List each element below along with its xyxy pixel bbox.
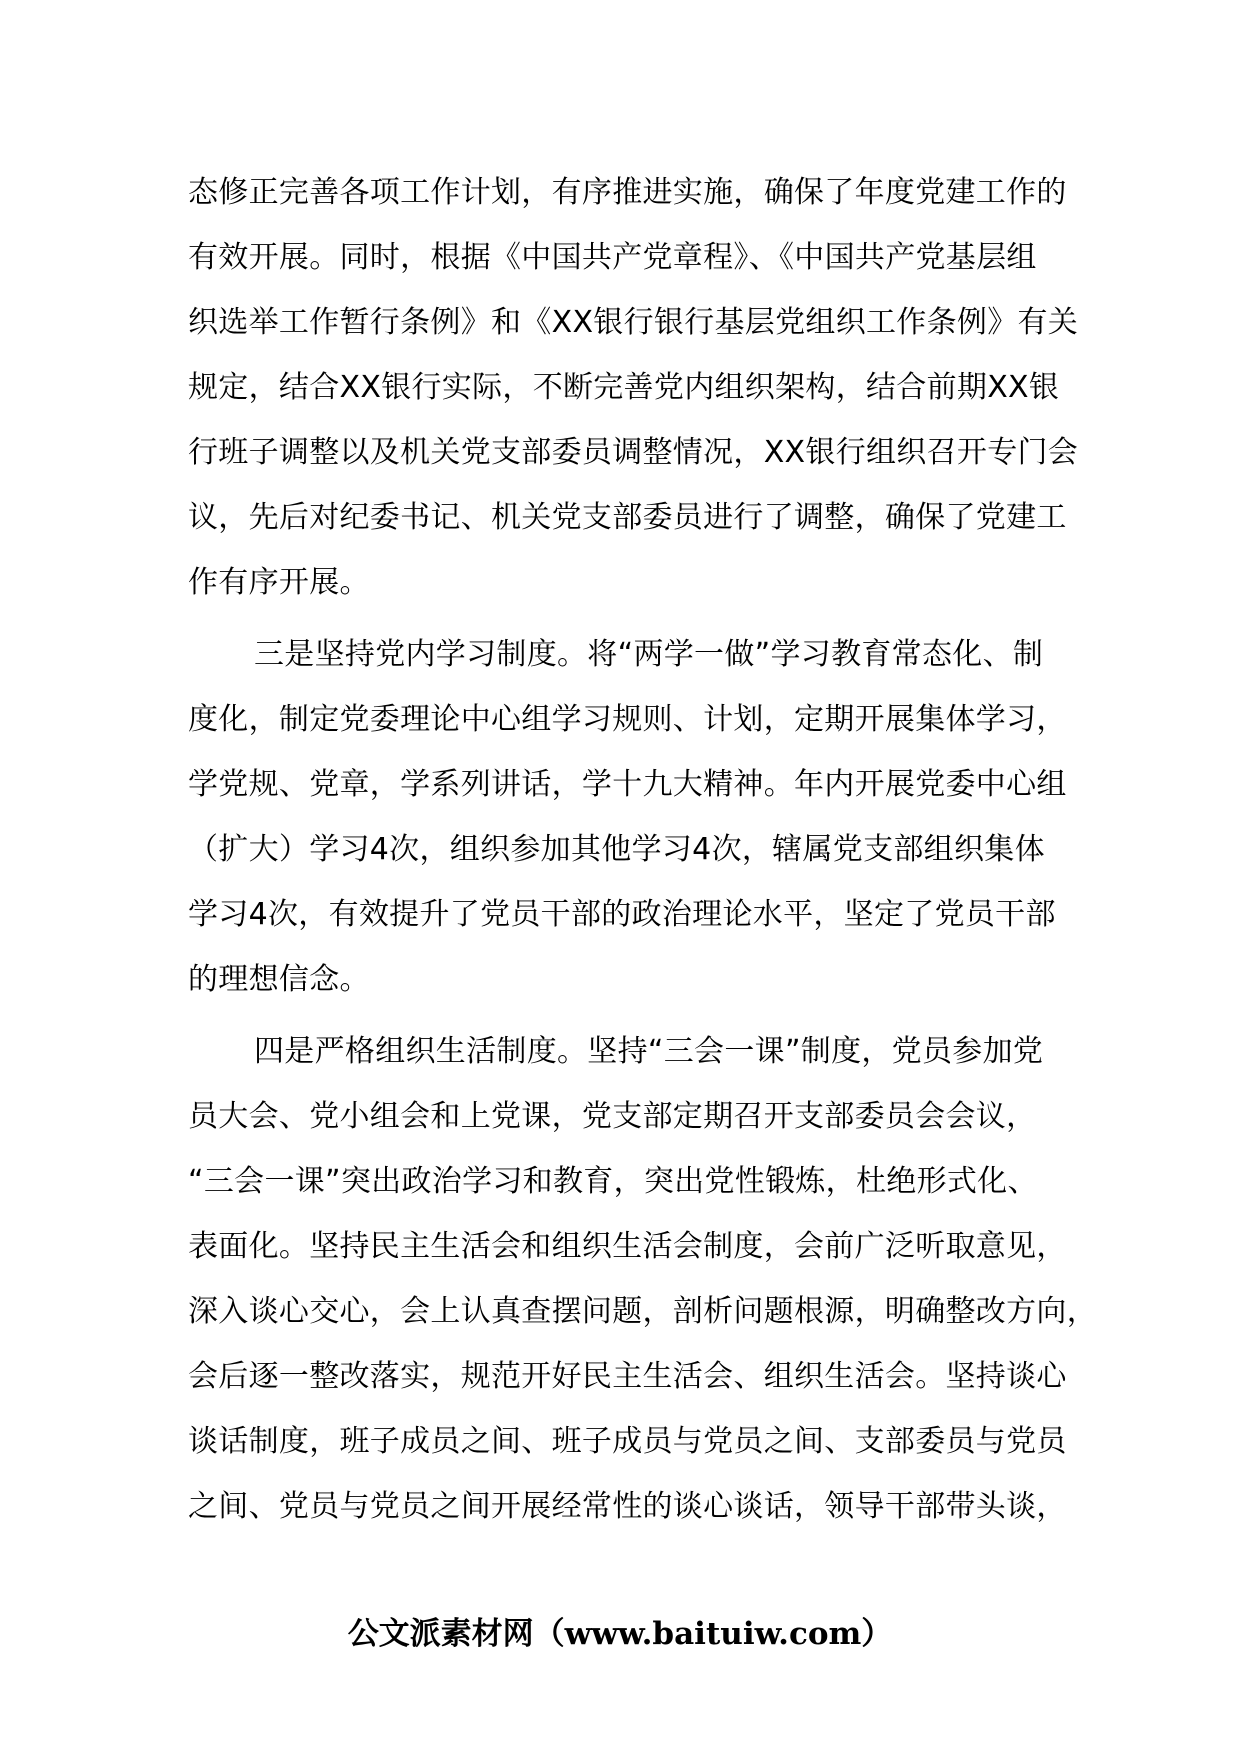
text-line: 学党规、党章，学系列讲话，学十九大精神。年内开展党委中心组 <box>188 767 1067 802</box>
text-line: 议，先后对纪委书记、机关党支部委员进行了调整，确保了党建工 <box>188 500 1067 535</box>
paragraph-gap <box>188 1012 1068 1019</box>
footer-watermark: 公文派素材网（www.baituiw.com） <box>347 1616 893 1652</box>
text-line: 员大会、党小组会和上党课，党支部定期召开支部委员会会议， <box>188 1099 1037 1134</box>
text-line: 之间、党员与党员之间开展经常性的谈心谈话，领导干部带头谈， <box>188 1489 1067 1524</box>
paragraph-gap <box>188 615 1068 622</box>
text-line: （扩大）学习4次，组织参加其他学习4次，辖属党支部组织集体 <box>188 832 1045 867</box>
text-line: 规定，结合XX银行实际，不断完善党内组织架构，结合前期XX银 <box>188 370 1060 405</box>
text-line: 会后逐一整改落实，规范开好民主生活会、组织生活会。坚持谈心 <box>188 1359 1067 1394</box>
paragraph <box>188 160 1079 615</box>
body-text <box>188 160 1097 1539</box>
text-line: “三会一课”突出政治学习和教育，突出党性锻炼，杜绝形式化、 <box>188 1164 1038 1199</box>
paragraph <box>188 622 1068 1012</box>
text-line: 谈话制度，班子成员之间、班子成员与党员之间、支部委员与党员 <box>188 1424 1067 1459</box>
text-line: 有效开展。同时，根据《中国共产党章程》、《中国共产党基层组 <box>188 240 1037 275</box>
text-line: 四是严格组织生活制度。坚持“三会一课”制度，党员参加党 <box>254 1034 1044 1069</box>
text-line: 学习4次，有效提升了党员干部的政治理论水平，坚定了党员干部 <box>188 897 1056 932</box>
text-line: 态修正完善各项工作计划，有序推进实施，确保了年度党建工作的 <box>188 175 1067 210</box>
text-line: 行班子调整以及机关党支部委员调整情况，XX银行组织召开专门会 <box>188 435 1079 470</box>
text-line: 深入谈心交心，会上认真查摆问题，剖析问题根源，明确整改方向， <box>188 1294 1097 1329</box>
text-line: 表面化。坚持民主生活会和组织生活会制度，会前广泛听取意见， <box>188 1229 1067 1264</box>
text-line: 的理想信念。 <box>188 962 370 997</box>
text-line: 作有序开展。 <box>188 565 370 600</box>
paragraph <box>188 1019 1097 1539</box>
text-line: 织选举工作暂行条例》和《XX银行银行基层党组织工作条例》有关 <box>188 305 1079 340</box>
text-line: 三是坚持党内学习制度。将“两学一做”学习教育常态化、制 <box>254 637 1044 672</box>
text-line: 度化，制定党委理论中心组学习规则、计划，定期开展集体学习， <box>188 702 1067 737</box>
